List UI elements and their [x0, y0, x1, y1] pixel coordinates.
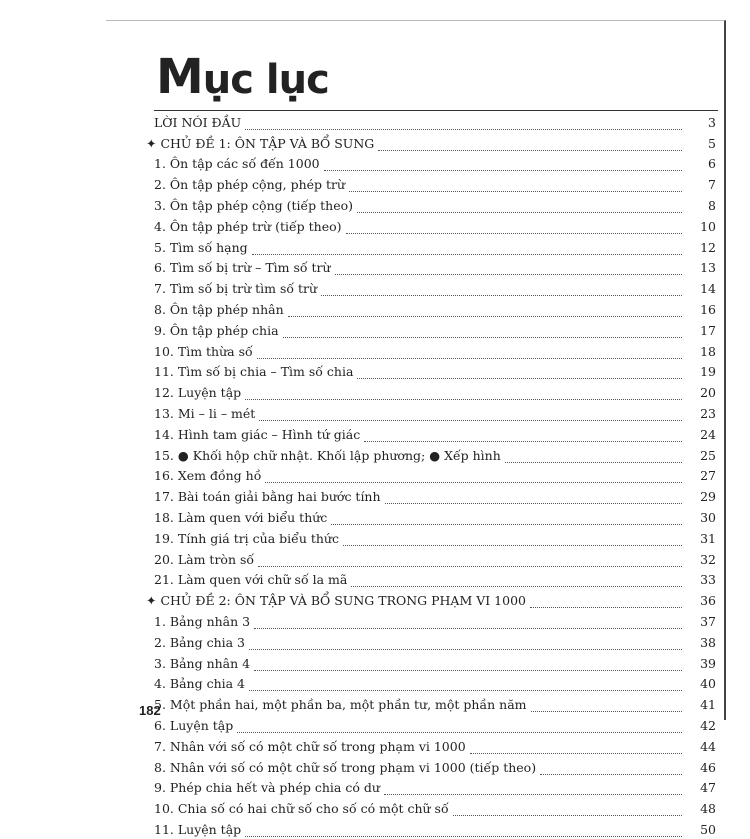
toc-leader-dots: [343, 545, 682, 546]
toc-page-number: 41: [700, 697, 716, 713]
toc-leader-dots: [349, 191, 682, 192]
toc-list: [146, 111, 722, 839]
toc-leader-dots: [245, 836, 682, 837]
toc-row: [146, 693, 722, 714]
toc-entry-label: 5. Một phần hai, một phần ba, một phần tư, một phần năm: [154, 697, 527, 713]
toc-leader-dots: [331, 524, 682, 525]
title-rest: ục lục: [202, 57, 329, 103]
toc-page-number: 50: [700, 821, 716, 837]
toc-row: [146, 673, 722, 694]
page-number: 182: [139, 703, 161, 718]
toc-row: [146, 714, 722, 735]
toc-page-number: 48: [700, 801, 716, 817]
toc-entry-label: 3. Bảng nhân 4: [154, 655, 251, 671]
toc-page-number: 13: [700, 260, 716, 276]
toc-leader-dots: [531, 711, 682, 712]
toc-leader-dots: [259, 420, 682, 421]
toc-row: [146, 735, 722, 756]
toc-row: [146, 111, 722, 132]
toc-entry-label: 5. Tìm số hạng: [154, 239, 248, 255]
toc-entry-label: 7. Tìm số bị trừ tìm số trừ: [154, 281, 318, 297]
toc-row: [146, 381, 722, 402]
toc-page-number: 5: [708, 135, 716, 151]
toc-page-number: 30: [700, 509, 716, 525]
toc-entry-label: 12. Luyện tập: [154, 385, 242, 401]
toc-row: [146, 402, 722, 423]
toc-page-number: 39: [700, 655, 716, 671]
toc-entry-label: 20. Làm tròn số: [154, 551, 255, 567]
toc-page-number: 7: [708, 177, 716, 193]
toc-page-number: 40: [700, 676, 716, 692]
toc-page-number: 19: [700, 364, 716, 380]
toc-section-label: ✦ CHỦ ĐỀ 2: ÔN TẬP VÀ BỔ SUNG TRONG PHẠM VI 1000: [146, 593, 526, 609]
toc-leader-dots: [245, 129, 682, 130]
toc-row: [146, 361, 722, 382]
toc-entry-label: 9. Ôn tập phép chia: [154, 322, 279, 338]
toc-row: [146, 485, 722, 506]
toc-leader-dots: [254, 670, 682, 671]
toc-page-number: 3: [708, 114, 716, 130]
toc-entry-label: 14. Hình tam giác – Hình tứ giác: [154, 426, 361, 442]
toc-page-number: 36: [700, 593, 716, 609]
toc-row: [146, 652, 722, 673]
toc-entry-label: 8. Nhân với số có một chữ số trong phạm vi 1000 (tiếp theo): [154, 759, 537, 775]
toc-row: [146, 423, 722, 444]
book-page: [106, 20, 726, 837]
toc-row: [146, 277, 722, 298]
toc-row: [146, 319, 722, 340]
toc-entry-label: 10. Chia số có hai chữ số cho số có một chữ số: [154, 801, 449, 817]
toc-row: [146, 465, 722, 486]
toc-row: [146, 610, 722, 631]
toc-page-number: 17: [700, 322, 716, 338]
toc-entry-label: 1. Ôn tập các số đến 1000: [154, 156, 320, 172]
toc-entry-label: 6. Luyện tập: [154, 717, 234, 733]
toc-leader-dots: [384, 794, 682, 795]
toc-leader-dots: [258, 566, 682, 567]
toc-row: [146, 797, 722, 818]
toc-row: [146, 298, 722, 319]
toc-leader-dots: [321, 295, 682, 296]
toc-page-number: 37: [700, 613, 716, 629]
toc-entry-label: 11. Tìm số bị chia – Tìm số chia: [154, 364, 354, 380]
toc-page-number: 33: [700, 572, 716, 588]
toc-leader-dots: [357, 378, 682, 379]
toc-page-number: 25: [700, 447, 716, 463]
toc-page-number: 27: [700, 468, 716, 484]
page-title: [156, 49, 329, 105]
toc-leader-dots: [257, 358, 682, 359]
toc-page-number: 44: [700, 738, 716, 754]
toc-leader-dots: [245, 399, 682, 400]
toc-page-number: 47: [700, 780, 716, 796]
toc-page-number: 18: [700, 343, 716, 359]
toc-entry-label: 11. Luyện tập: [154, 821, 242, 837]
toc-page-number: 6: [708, 156, 716, 172]
toc-section-label: ✦ CHỦ ĐỀ 1: ÔN TẬP VÀ BỔ SUNG: [146, 135, 375, 151]
toc-leader-dots: [346, 233, 682, 234]
toc-entry-label: 21. Làm quen với chữ số la mã: [154, 572, 348, 588]
toc-row: [146, 527, 722, 548]
toc-entry-label: 4. Bảng chia 4: [154, 676, 245, 692]
toc-entry-label: 19. Tính giá trị của biểu thức: [154, 530, 339, 546]
toc-entry-label: 7. Nhân với số có một chữ số trong phạm vi 1000: [154, 738, 466, 754]
toc-entry-label: 4. Ôn tập phép trừ (tiếp theo): [154, 218, 342, 234]
toc-page-number: 20: [700, 385, 716, 401]
toc-leader-dots: [288, 316, 682, 317]
toc-page-number: 16: [700, 301, 716, 317]
toc-row: [146, 506, 722, 527]
toc-page-number: 32: [700, 551, 716, 567]
toc-entry-label: 16. Xem đồng hồ: [154, 468, 262, 484]
toc-entry-label: LỜI NÓI ĐẦU: [154, 114, 242, 130]
title-initial: M: [156, 49, 203, 105]
toc-page-number: 12: [700, 239, 716, 255]
toc-entry-label: 8. Ôn tập phép nhân: [154, 301, 284, 317]
toc-page-number: 8: [708, 197, 716, 213]
toc-section-row: [146, 132, 722, 153]
toc-row: [146, 756, 722, 777]
toc-entry-label: 6. Tìm số bị trừ – Tìm số trừ: [154, 260, 331, 276]
toc-entry-label: 18. Làm quen với biểu thức: [154, 509, 328, 525]
toc-leader-dots: [252, 254, 682, 255]
toc-page-number: 46: [700, 759, 716, 775]
toc-entry-label: 15. ● Khối hộp chữ nhật. Khối lập phương; ● Xếp hình: [154, 447, 501, 463]
toc-page-number: 10: [700, 218, 716, 234]
toc-row: [146, 236, 722, 257]
toc-page-number: 38: [700, 634, 716, 650]
toc-entry-label: 2. Ôn tập phép cộng, phép trừ: [154, 177, 346, 193]
toc-leader-dots: [385, 503, 682, 504]
toc-leader-dots: [470, 753, 682, 754]
toc-section-row: [146, 589, 722, 610]
toc-leader-dots: [530, 607, 682, 608]
table-of-contents: [146, 110, 722, 839]
toc-page-number: 14: [700, 281, 716, 297]
toc-leader-dots: [453, 815, 682, 816]
toc-leader-dots: [357, 212, 682, 213]
toc-row: [146, 153, 722, 174]
toc-entry-label: 17. Bài toán giải bằng hai bước tính: [154, 489, 381, 505]
toc-leader-dots: [254, 628, 682, 629]
toc-leader-dots: [283, 337, 682, 338]
toc-page-number: 23: [700, 405, 716, 421]
toc-row: [146, 444, 722, 465]
toc-row: [146, 215, 722, 236]
toc-leader-dots: [378, 150, 682, 151]
toc-row: [146, 631, 722, 652]
toc-leader-dots: [324, 170, 682, 171]
toc-leader-dots: [249, 649, 682, 650]
toc-row: [146, 340, 722, 361]
toc-page-number: 42: [700, 717, 716, 733]
toc-page-number: 29: [700, 489, 716, 505]
toc-row: [146, 569, 722, 590]
toc-leader-dots: [505, 462, 682, 463]
toc-leader-dots: [237, 732, 682, 733]
toc-row: [146, 818, 722, 839]
toc-page-number: 31: [700, 530, 716, 546]
toc-leader-dots: [335, 274, 682, 275]
toc-leader-dots: [249, 690, 682, 691]
toc-entry-label: 10. Tìm thừa số: [154, 343, 253, 359]
toc-row: [146, 173, 722, 194]
toc-row: [146, 194, 722, 215]
toc-entry-label: 9. Phép chia hết và phép chia có dư: [154, 780, 380, 796]
toc-row: [146, 548, 722, 569]
toc-leader-dots: [540, 774, 682, 775]
toc-entry-label: 2. Bảng chia 3: [154, 634, 245, 650]
toc-leader-dots: [364, 441, 682, 442]
toc-page-number: 24: [700, 426, 716, 442]
toc-entry-label: 1. Bảng nhân 3: [154, 613, 251, 629]
toc-row: [146, 257, 722, 278]
toc-leader-dots: [265, 482, 682, 483]
toc-leader-dots: [351, 586, 682, 587]
toc-entry-label: 13. Mi – li – mét: [154, 405, 256, 421]
toc-row: [146, 777, 722, 798]
toc-entry-label: 3. Ôn tập phép cộng (tiếp theo): [154, 197, 354, 213]
